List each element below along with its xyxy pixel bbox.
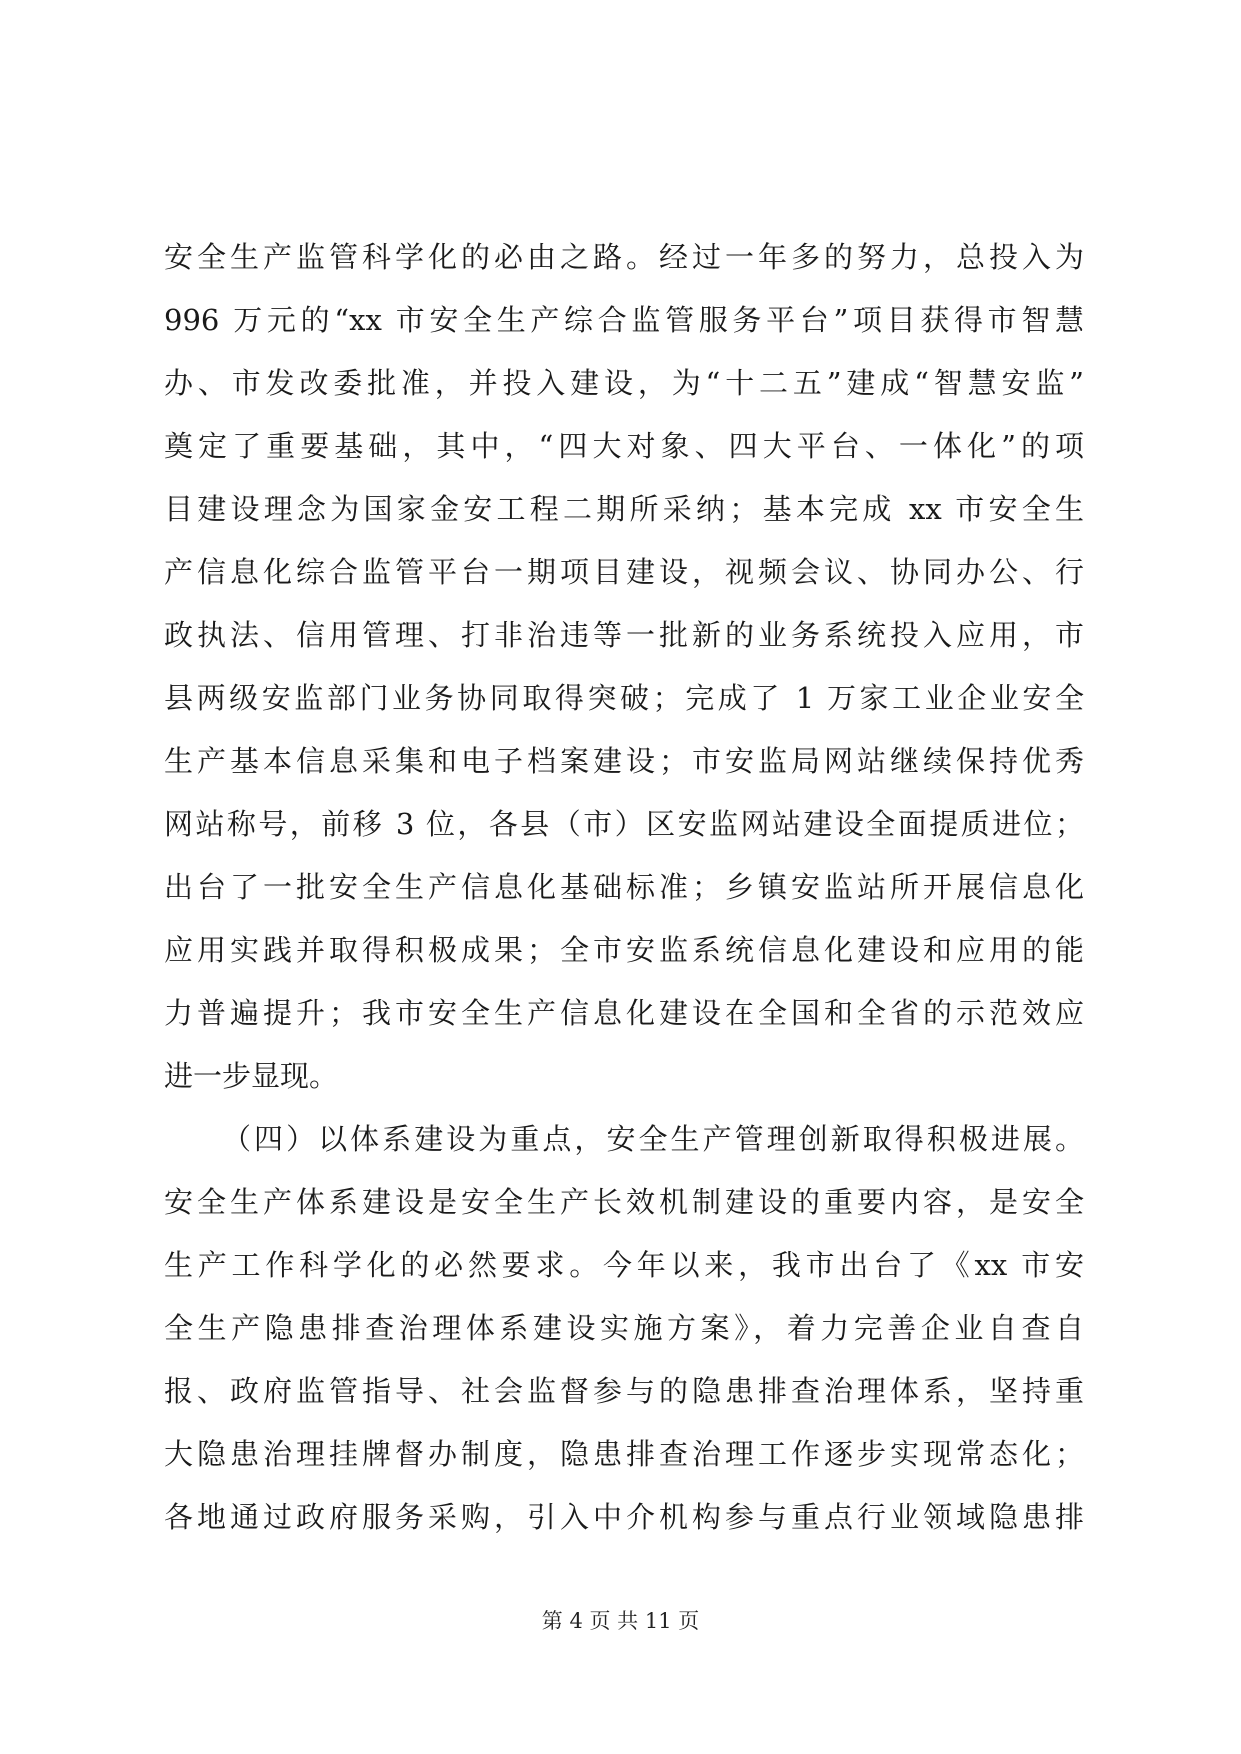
text-line: 进一步显现。 (164, 1059, 339, 1093)
paragraph-2 (164, 1108, 1084, 1549)
text-line: 报、政府监管指导、社会监督参与的隐患排查治理体系，坚持重 (164, 1374, 1084, 1408)
text-line: 安全生产体系建设是安全生产长效机制建设的重要内容，是安全 (164, 1185, 1084, 1219)
text-line: 全生产隐患排查治理体系建设实施方案》，着力完善企业自查自 (164, 1311, 1084, 1345)
text-line: 应用实践并取得积极成果；全市安监系统信息化建设和应用的能 (164, 933, 1084, 967)
text-line: 996 万元的“xx 市安全生产综合监管服务平台”项目获得市智慧 (164, 303, 1084, 337)
text-line: 生产工作科学化的必然要求。今年以来，我市出台了《xx 市安 (164, 1248, 1084, 1282)
text-line: 网站称号，前移 3 位，各县（市）区安监网站建设全面提质进位； (164, 807, 1084, 841)
text-line: 各地通过政府服务采购，引入中介机构参与重点行业领域隐患排 (164, 1500, 1084, 1534)
text-line: 安全生产监管科学化的必由之路。经过一年多的努力，总投入为 (164, 240, 1084, 274)
text-line: 县两级安监部门业务协同取得突破；完成了 1 万家工业企业安全 (164, 681, 1084, 715)
paragraph-1 (164, 226, 1084, 1108)
text-line: 目建设理念为国家金安工程二期所采纳；基本完成 xx 市安全生 (164, 492, 1084, 526)
text-line: 产信息化综合监管平台一期项目建设，视频会议、协同办公、行 (164, 555, 1084, 589)
body-text (164, 226, 1084, 1549)
text-line: 生产基本信息采集和电子档案建设；市安监局网站继续保持优秀 (164, 744, 1084, 778)
text-line: 力普遍提升；我市安全生产信息化建设在全国和全省的示范效应 (164, 996, 1084, 1030)
page-number-footer: 第 4 页 共 11 页 (541, 1609, 700, 1633)
text-line: 办、市发改委批准，并投入建设，为“十二五”建成“智慧安监” (164, 366, 1084, 400)
text-line: 出台了一批安全生产信息化基础标准；乡镇安监站所开展信息化 (164, 870, 1084, 904)
text-line: 奠定了重要基础，其中，“四大对象、四大平台、一体化”的项 (164, 429, 1084, 463)
text-line: 政执法、信用管理、打非治违等一批新的业务系统投入应用，市 (164, 618, 1084, 652)
text-line: 大隐患治理挂牌督办制度，隐患排查治理工作逐步实现常态化； (164, 1437, 1084, 1471)
section-heading-line: （四）以体系建设为重点，安全生产管理创新取得积极进展。 (222, 1122, 1084, 1156)
